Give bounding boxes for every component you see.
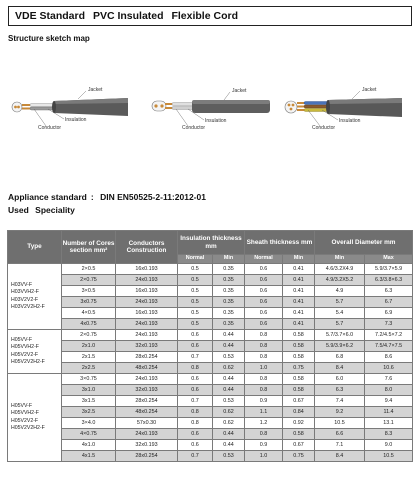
table-cell: 0.58 — [283, 341, 315, 352]
table-cell: 6.9 — [365, 308, 413, 319]
table-cell: 0.9 — [245, 396, 283, 407]
insulation-label: Insulation — [205, 118, 227, 124]
header-ins-min: Min — [213, 255, 245, 264]
table-cell: 0.53 — [213, 451, 245, 462]
table-cell: 6.3 — [315, 385, 365, 396]
table-cell: 8.4 — [315, 363, 365, 374]
table-cell: 2×0.75 — [62, 275, 116, 286]
table-cell: 0.8 — [178, 407, 213, 418]
table-cell: 24x0.193 — [116, 429, 178, 440]
table-cell: 3x1.5 — [62, 396, 116, 407]
table-row — [8, 319, 413, 330]
table-row — [8, 297, 413, 308]
table-cell: 0.6 — [178, 385, 213, 396]
table-row — [8, 275, 413, 286]
table-row — [8, 352, 413, 363]
table-cell: 0.44 — [213, 429, 245, 440]
appliance-standard — [8, 192, 210, 202]
table-cell: 2×0.5 — [62, 264, 116, 275]
table-cell: 0.92 — [283, 418, 315, 429]
table-cell: 5.7 — [315, 319, 365, 330]
table-cell: 0.58 — [283, 330, 315, 341]
table-cell: 5.7/3.7×6.0 — [315, 330, 365, 341]
table-cell: 0.6 — [178, 330, 213, 341]
table-cell: 16x0.193 — [116, 264, 178, 275]
type-code: H05VVH2-F — [11, 410, 39, 417]
spec-table — [7, 230, 413, 462]
table-cell: 4x1.5 — [62, 451, 116, 462]
table-cell: 28x0.254 — [116, 352, 178, 363]
table-cell: 4.6/3.2X4.9 — [315, 264, 365, 275]
table-cell: 8.0 — [365, 385, 413, 396]
table-cell: 3×0.75 — [62, 374, 116, 385]
table-cell: 0.44 — [213, 385, 245, 396]
table-cell: 1.0 — [245, 363, 283, 374]
table-cell: 0.53 — [213, 352, 245, 363]
table-cell: 48x0.254 — [116, 363, 178, 374]
type-code: H05VV-F — [11, 403, 33, 410]
title-word: PVC Insulated — [92, 10, 164, 22]
type-code: H05V2V2H2-F — [11, 358, 45, 365]
table-row — [8, 429, 413, 440]
table-cell: 0.8 — [245, 374, 283, 385]
table-cell: 2×0.75 — [62, 330, 116, 341]
table-cell: 6.8 — [315, 352, 365, 363]
table-cell: 0.35 — [213, 308, 245, 319]
table-cell: 0.62 — [213, 418, 245, 429]
type-cell — [8, 264, 62, 330]
table-cell: 0.8 — [245, 385, 283, 396]
table-cell: 0.62 — [213, 407, 245, 418]
header-diameter: Overall Diameter mm — [315, 231, 413, 255]
table-cell: 0.41 — [283, 319, 315, 330]
header-construction: Conductors Construction — [116, 231, 178, 264]
table-cell: 10.5 — [365, 451, 413, 462]
table-cell: 2x2.5 — [62, 363, 116, 374]
table-row — [8, 440, 413, 451]
type-code: H05V2V2H2-F — [11, 424, 45, 431]
table-cell: 0.44 — [213, 330, 245, 341]
table-cell: 7.1 — [315, 440, 365, 451]
table-cell: 13.1 — [365, 418, 413, 429]
table-row — [8, 451, 413, 462]
table-cell: 5.4 — [315, 308, 365, 319]
table-cell: 1.0 — [245, 451, 283, 462]
table-cell: 32x0.193 — [116, 440, 178, 451]
table-cell: 6.0 — [315, 374, 365, 385]
table-cell: 0.8 — [245, 352, 283, 363]
table-cell: 0.67 — [283, 440, 315, 451]
table-cell: 57x0.30 — [116, 418, 178, 429]
type-cell — [8, 374, 62, 462]
table-row — [8, 264, 413, 275]
table-cell: 0.6 — [178, 341, 213, 352]
table-cell: 32x0.193 — [116, 385, 178, 396]
table-cell: 4×0.75 — [62, 429, 116, 440]
used-word: Used — [8, 205, 29, 215]
jacket-label: Jacket — [232, 88, 247, 94]
table-cell: 0.58 — [283, 429, 315, 440]
table-cell: 24x0.193 — [116, 275, 178, 286]
page-title — [8, 6, 412, 26]
table-row — [8, 418, 413, 429]
table-cell: 0.6 — [245, 308, 283, 319]
type-code: H05VV-F — [11, 337, 33, 344]
type-code: H03V2V2-F — [11, 296, 39, 303]
conductor-label: Conductor — [182, 125, 206, 131]
table-row — [8, 330, 413, 341]
table-cell: 4.9 — [315, 286, 365, 297]
table-cell: 0.7 — [178, 451, 213, 462]
table-row — [8, 396, 413, 407]
table-cell: 10.5 — [315, 418, 365, 429]
table-cell: 0.6 — [178, 440, 213, 451]
table-cell: 4x0.75 — [62, 319, 116, 330]
table-cell: 0.62 — [213, 363, 245, 374]
table-cell: 0.7 — [178, 352, 213, 363]
header-dia-min: Min — [315, 255, 365, 264]
table-cell: 6.3 — [365, 286, 413, 297]
table-cell: 28x0.254 — [116, 451, 178, 462]
table-cell: 0.44 — [213, 374, 245, 385]
table-cell: 0.6 — [178, 429, 213, 440]
table-cell: 0.35 — [213, 297, 245, 308]
table-cell: 4×0.5 — [62, 308, 116, 319]
type-code: H03V2V2H2-F — [11, 303, 45, 310]
table-cell: 3×0.5 — [62, 286, 116, 297]
type-code: H05VVH2-F — [11, 344, 39, 351]
table-row — [8, 374, 413, 385]
table-cell: 2x1.5 — [62, 352, 116, 363]
table-cell: 9.2 — [315, 407, 365, 418]
header-cores: Number of Cores section mm² — [62, 231, 116, 264]
header-dia-max: Max — [365, 255, 413, 264]
table-cell: 8.4 — [315, 451, 365, 462]
table-cell: 0.8 — [245, 341, 283, 352]
table-cell: 5.9/3.9×6.2 — [315, 341, 365, 352]
table-cell: 0.41 — [283, 297, 315, 308]
table-cell: 7.3 — [365, 319, 413, 330]
table-cell: 24x0.193 — [116, 330, 178, 341]
table-cell: 24x0.193 — [116, 319, 178, 330]
table-cell: 0.58 — [283, 352, 315, 363]
table-cell: 0.8 — [178, 418, 213, 429]
table-cell: 0.35 — [213, 264, 245, 275]
table-cell: 0.8 — [245, 330, 283, 341]
table-cell: 0.75 — [283, 363, 315, 374]
header-type: Type — [8, 231, 62, 264]
table-cell: 0.5 — [178, 297, 213, 308]
table-cell: 0.6 — [245, 264, 283, 275]
table-cell: 0.5 — [178, 286, 213, 297]
header-sheath: Sheath thickness mm — [245, 231, 315, 255]
table-cell: 24x0.193 — [116, 374, 178, 385]
type-code: H03VV-F — [11, 282, 33, 289]
standard-value: DIN EN50525-2-11:2012-01 — [100, 192, 206, 202]
table-cell: 7.4 — [315, 396, 365, 407]
table-cell: 0.58 — [283, 385, 315, 396]
sketch-round-2core — [8, 76, 132, 138]
table-cell: 6.3/3.8×6.3 — [365, 275, 413, 286]
table-cell: 0.9 — [245, 440, 283, 451]
table-row — [8, 363, 413, 374]
table-cell: 0.8 — [178, 363, 213, 374]
insulation-label: Insulation — [339, 118, 361, 124]
table-cell: 0.67 — [283, 396, 315, 407]
table-cell: 9.4 — [365, 396, 413, 407]
table-cell: 0.58 — [283, 374, 315, 385]
type-code: H03VVH2-F — [11, 289, 39, 296]
table-cell: 28x0.254 — [116, 396, 178, 407]
header-sheath-min: Min — [283, 255, 315, 264]
table-cell: 7.2/4.5×7.2 — [365, 330, 413, 341]
table-cell: 11.4 — [365, 407, 413, 418]
header-sheath-normal: Normal — [245, 255, 283, 264]
table-cell: 0.7 — [178, 396, 213, 407]
table-cell: 0.35 — [213, 286, 245, 297]
table-cell: 0.6 — [178, 374, 213, 385]
table-cell: 5.7 — [315, 297, 365, 308]
spec-table-body — [8, 264, 413, 462]
table-cell: 0.6 — [245, 275, 283, 286]
sketch-flat-2core — [148, 76, 272, 138]
conductor-label: Conductor — [38, 125, 62, 131]
table-cell: 0.8 — [245, 429, 283, 440]
table-cell: 0.35 — [213, 319, 245, 330]
jacket-label: Jacket — [88, 87, 103, 93]
table-cell: 0.41 — [283, 308, 315, 319]
table-cell: 0.35 — [213, 275, 245, 286]
table-cell: 7.5/4.7×7.5 — [365, 341, 413, 352]
table-cell: 48x0.254 — [116, 407, 178, 418]
table-cell: 9.0 — [365, 440, 413, 451]
table-cell: 10.6 — [365, 363, 413, 374]
table-cell: 24x0.193 — [116, 297, 178, 308]
type-code: H05V2V2-F — [11, 417, 39, 424]
table-cell: 8.3 — [365, 429, 413, 440]
table-cell: 0.6 — [245, 286, 283, 297]
table-cell: 0.53 — [213, 396, 245, 407]
table-cell: 0.5 — [178, 308, 213, 319]
table-cell: 0.44 — [213, 341, 245, 352]
header-ins-normal: Normal — [178, 255, 213, 264]
table-cell: 16x0.193 — [116, 286, 178, 297]
table-row — [8, 286, 413, 297]
table-row — [8, 341, 413, 352]
table-cell: 0.5 — [178, 264, 213, 275]
table-cell: 0.5 — [178, 319, 213, 330]
conductor-label: Conductor — [312, 125, 336, 131]
table-cell: 3x2.5 — [62, 407, 116, 418]
header-insulation: Insulation thickness mm — [178, 231, 245, 255]
table-cell: 3×4.0 — [62, 418, 116, 429]
table-row — [8, 308, 413, 319]
table-cell: 0.6 — [245, 319, 283, 330]
sketch-heading: Structure sketch map — [8, 34, 90, 43]
table-cell: 0.44 — [213, 440, 245, 451]
table-cell: 3x0.75 — [62, 297, 116, 308]
table-cell: 5.9/3.7×5.9 — [365, 264, 413, 275]
title-word: VDE Standard — [15, 10, 86, 22]
table-cell: 0.6 — [245, 297, 283, 308]
table-cell: 32x0.193 — [116, 341, 178, 352]
table-row — [8, 385, 413, 396]
title-word: Flexible Cord — [171, 10, 238, 22]
table-cell: 0.41 — [283, 264, 315, 275]
sketch-round-3core — [282, 76, 406, 138]
table-cell: 7.6 — [365, 374, 413, 385]
speciality-word: Speciality — [35, 205, 75, 215]
table-cell: 2x1.0 — [62, 341, 116, 352]
type-code: H05V2V2-F — [11, 351, 39, 358]
table-cell: 0.5 — [178, 275, 213, 286]
table-cell: 1.1 — [245, 407, 283, 418]
standard-sep: : — [90, 192, 94, 202]
table-cell: 4.9/3.2X5.2 — [315, 275, 365, 286]
table-cell: 8.6 — [365, 352, 413, 363]
standard-label: Appliance standard — [8, 192, 87, 202]
table-cell: 6.6 — [315, 429, 365, 440]
insulation-label: Insulation — [65, 117, 87, 123]
table-cell: 16x0.193 — [116, 308, 178, 319]
table-row — [8, 407, 413, 418]
table-cell: 4x1.0 — [62, 440, 116, 451]
table-cell: 0.41 — [283, 286, 315, 297]
used-line — [8, 205, 79, 215]
table-cell: 6.7 — [365, 297, 413, 308]
type-cell — [8, 330, 62, 374]
table-cell: 3x1.0 — [62, 385, 116, 396]
table-cell: 0.84 — [283, 407, 315, 418]
table-cell: 1.2 — [245, 418, 283, 429]
table-cell: 0.41 — [283, 275, 315, 286]
jacket-label: Jacket — [362, 87, 377, 93]
table-cell: 0.75 — [283, 451, 315, 462]
